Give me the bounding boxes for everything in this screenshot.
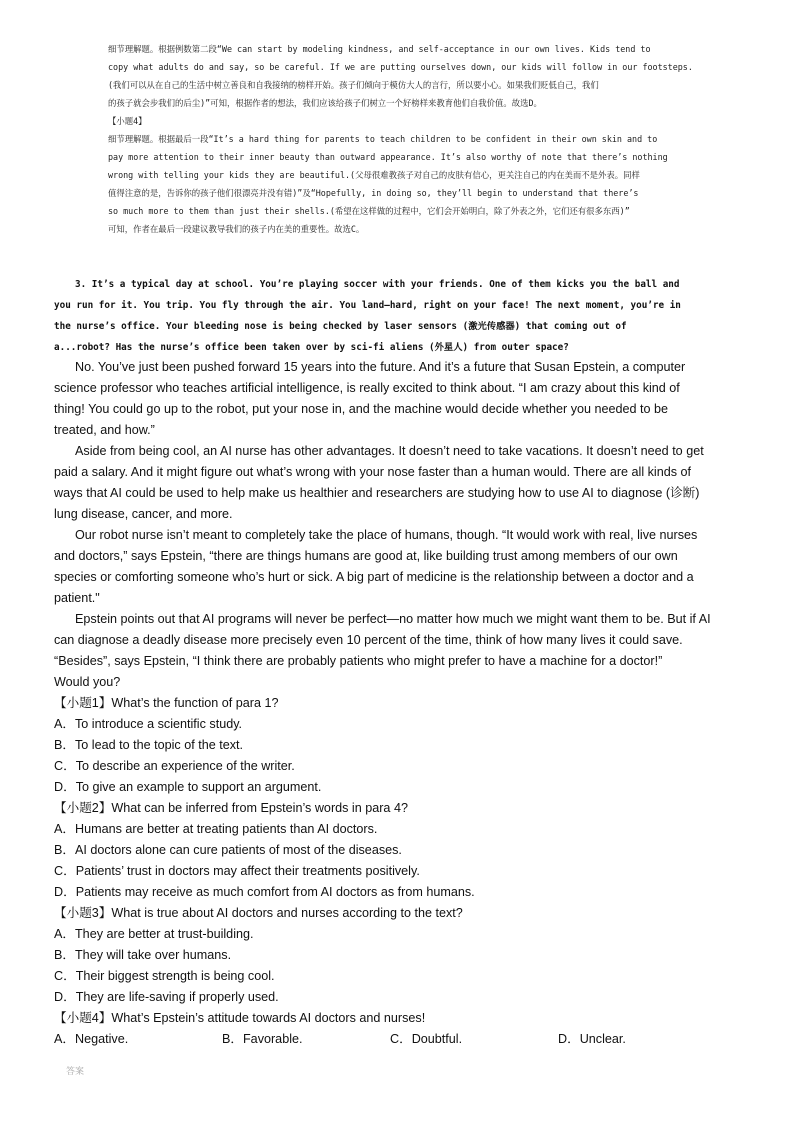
answer-explanation [108,40,728,238]
passage-line: ways that AI could be used to help make us healthier and researchers are studying how to use AI to diagnose (诊断) [54,486,700,500]
question-stem: 【小题4】What’s Epstein’s attitude towards AI doctors and nurses! [54,1011,426,1025]
explanation-line: 值得注意的是，告诉你的孩子他们很漂亮并没有错)”及“Hopefully, in doing so, they’ll begin to understand that there’s [108,188,639,198]
explanation-line: 细节理解题。根据最后一段“It’s a hard thing for parents to teach children to be confident in their own skin and to [108,134,658,144]
passage-line: treated, and how.” [54,423,155,437]
explanation-line: 细节理解题。根据例数第二段“We can start by modeling kindness, and self-acceptance in our own lives. Kids tend to [108,44,651,54]
passage-line: can diagnose a deadly disease more precisely even 10 percent of the time, think of how many lives it could save. [54,633,683,647]
page-footer: 答案 [66,1067,85,1077]
question-list [54,693,754,1050]
answer-option: C．Patients’ trust in doctors may affect their treatments positively. [54,864,420,878]
question-stem: 【小题2】What can be inferred from Epstein’s words in para 4? [54,801,408,815]
passage-line: paid a salary. And it might figure out what’s wrong with your nose faster than a human would. There are all kinds of [54,465,692,479]
answer-option: B．AI doctors alone can cure patients of most of the diseases. [54,843,402,857]
answer-option: C．Doubtful. [390,1032,463,1046]
answer-option: D．Patients may receive as much comfort from AI doctors as from humans. [54,885,475,899]
intro-line: the nurse’s office. Your bleeding nose is being checked by laser sensors (激光传感器) that coming out of [54,321,627,332]
intro-line: you run for it. You trip. You fly through the air. You land—hard, right on your face! The next moment, you’re in [54,300,681,311]
passage-line: species or comforting someone who’s hurt or sick. A big part of medicine is the relationship between a doctor and a [54,570,694,584]
explanation-line: copy what adults do and say, so be careful. If we are putting ourselves down, our kids will follow in our footsteps. [108,62,693,72]
explanation-line: pay more attention to their inner beauty than outward appearance. It’s also worthy of note that there’s nothing [108,152,668,162]
answer-option: B．To lead to the topic of the text. [54,738,244,752]
passage-line: Aside from being cool, an AI nurse has other advantages. It doesn’t need to take vacations. It doesn’t need to get [75,444,704,458]
explanation-subheading: 【小题4】 [108,116,147,126]
question-stem: 【小题1】What’s the function of para 1? [54,696,279,710]
passage-line: science professor who teaches artificial intelligence, is really excited to think about. “I am crazy about this kind of [54,381,680,395]
answer-option: C．To describe an experience of the writer. [54,759,295,773]
explanation-line: 的孩子就会步我们的后尘)”可知，根据作者的想法，我们应该给孩子们树立一个好榜样来教育他们自我价值。故选D。 [108,98,542,108]
answer-option: A．To introduce a scientific study. [54,717,243,731]
question-3-intro [54,274,744,358]
reading-passage [54,357,754,693]
answer-option: C．Their biggest strength is being cool. [54,969,275,983]
intro-line: a...robot? Has the nurse’s office been taken over by sci-fi aliens (外星人) from outer space? [54,342,569,353]
answer-option: D．They are life-saving if properly used. [54,990,279,1004]
question-stem: 【小题3】What is true about AI doctors and nurses according to the text? [54,906,463,920]
answer-option: D．To give an example to support an argument. [54,780,322,794]
passage-line: Would you? [54,675,121,689]
answer-option: A．Humans are better at treating patients than AI doctors. [54,822,378,836]
answer-option: B．They will take over humans. [54,948,232,962]
passage-line: thing! You could go up to the robot, put your nose in, and the machine would decide whether you needed to be [54,402,669,416]
passage-line: Epstein points out that AI programs will never be perfect—no matter how much we might want them to be. But if AI [75,612,711,626]
answer-option: A．They are better at trust-building. [54,927,254,941]
explanation-line: 可知，作者在最后一段建议教导我们的孩子内在美的重要性。故选C。 [108,224,365,234]
passage-line: “Besides”, says Epstein, “I think there are probably patients who might prefer to have a machine for a doctor!” [54,654,663,668]
passage-line: Our robot nurse isn’t meant to completely take the place of humans, though. “It would work with real, live nurses [75,528,698,542]
answer-option: D．Unclear. [558,1032,626,1046]
intro-line: 3. It’s a typical day at school. You’re playing soccer with your friends. One of them kicks you the ball and [75,279,680,290]
passage-line: and doctors,” says Epstein, “there are things humans are good at, like building trust among members of our own [54,549,678,563]
explanation-line: wrong with telling your kids they are beautiful.(父母很难教孩子对自己的皮肤有信心，更关注自己的内在美而不是外表。同样 [108,170,640,180]
answer-option: B．Favorable. [222,1032,303,1046]
passage-line: patient." [54,591,100,605]
explanation-line: so much more to them than just their shells.(希望在这样做的过程中，它们会开始明白，除了外表之外，它们还有很多东西)” [108,206,630,216]
answer-option: A．Negative. [54,1032,129,1046]
passage-line: lung disease, cancer, and more. [54,507,233,521]
explanation-line: (我们可以从在自己的生活中树立善良和自我接纳的榜样开始。孩子们倾向于模仿大人的言行，所以要小心。如果我们贬低自己，我们 [108,80,599,90]
option-row [54,1029,754,1050]
passage-line: No. You’ve just been pushed forward 15 years into the future. And it’s a future that Susan Epstein, a computer [75,360,686,374]
